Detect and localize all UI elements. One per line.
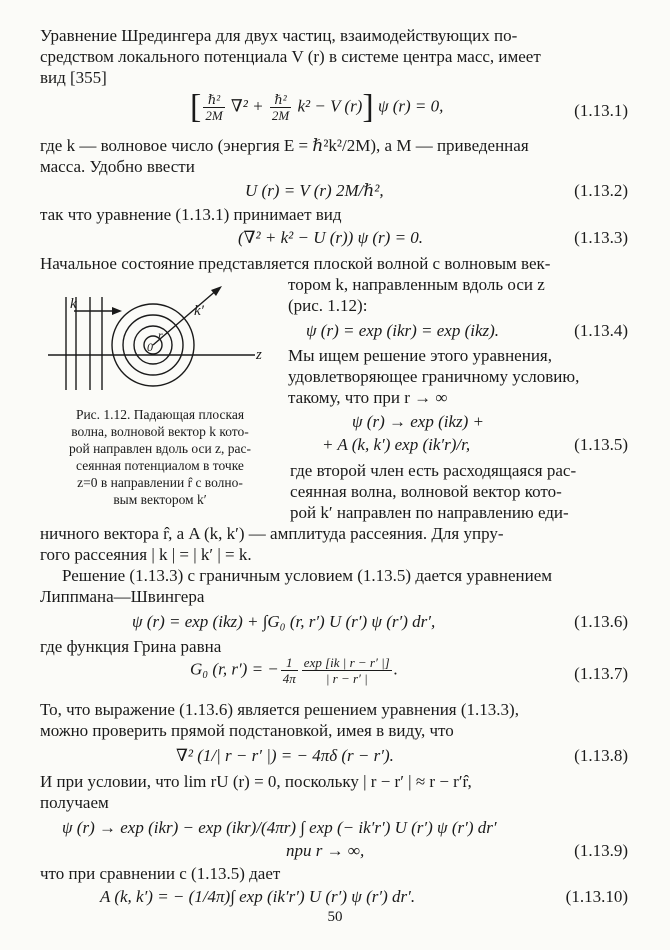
- text-line: Уравнение Шредингера для двух частиц, взаимодействующих по-: [40, 26, 518, 45]
- text-line: где k — волновое число (энергия E = ℏ²k²/2M), а M — приведенная: [40, 136, 529, 155]
- text-line: где второй член есть расходящаяся рас-: [290, 461, 577, 480]
- text-line: тором k, направленным вдоль оси z: [288, 275, 545, 294]
- text-line: ничного вектора r̂, а A (k, k′) — амплитуда рассеяния. Для упру-: [40, 524, 504, 543]
- equation-1-13-4: ψ (r) = exp (ikr) = exp (ikz).: [306, 321, 500, 340]
- text-line: масса. Удобно ввести: [40, 157, 195, 176]
- label-k-prime: k′: [194, 303, 204, 319]
- equation-1-13-6: ψ (r) = exp (ikz) + ∫G₀ (r, r′) U (r′) ψ (r′) dr′,: [132, 612, 436, 631]
- figure-caption-line: волна, волновой вектор k кото-: [71, 424, 249, 439]
- page-number: 50: [327, 909, 343, 925]
- text-line: что при сравнении с (1.13.5) дает: [40, 864, 281, 883]
- text-line: Начальное состояние представляется плоской волной с волновым век-: [40, 254, 551, 273]
- equation-1-13-9-line1: ψ (r) → exp (ikr) − exp (ikr)/(4πr) ∫ exp (− ik′r′) U (r′) ψ (r′) dr′: [62, 818, 497, 837]
- figure-caption-line: Рис. 1.12. Падающая плоская: [75, 407, 245, 422]
- figure-1-12: [40, 275, 280, 395]
- equation-1-13-1: [ $\frac{\text{ℏ²}}{2M}$ ∇² + $\frac{\text{ℏ²}}{2M}$ k² − V (r)] ψ (r) = 0,: [190, 88, 444, 126]
- equation-number: (1.13.9): [574, 841, 628, 860]
- text-line: получаем: [40, 793, 109, 812]
- text-line: Решение (1.13.3) с граничным условием (1.13.5) дается уравнением: [62, 566, 553, 585]
- text-line: рой k′ направлен по направлению еди-: [290, 503, 569, 522]
- equation-1-13-7: G₀ (r, r′) = − $\frac{1}{4\pi}$ $\frac{\exp [ik | r - r' |]}{| r - r' |}$ .: [190, 655, 398, 686]
- arrowhead-icon: [112, 307, 122, 315]
- equation-number: (1.13.5): [574, 435, 628, 454]
- text-line: такому, что при r → ∞: [288, 388, 448, 407]
- label-origin: 0: [147, 340, 153, 354]
- text-line: так что уравнение (1.13.1) принимает вид: [40, 205, 342, 224]
- text-line: Липпмана—Швингера: [40, 587, 205, 606]
- equation-1-13-9-line2: при r → ∞,: [286, 841, 365, 860]
- text-line: можно проверить прямой подстановкой, имея в виду, что: [40, 721, 454, 740]
- equation-number: (1.13.8): [574, 746, 628, 765]
- equation-number: (1.13.1): [574, 101, 628, 120]
- equation-1-13-5-line2: + A (k, k′) exp (ik′r)/r,: [322, 435, 471, 454]
- text-line: вид [355]: [40, 68, 107, 87]
- equation-number: (1.13.4): [574, 321, 628, 340]
- equation-1-13-10: A (k, k′) = − (1/4π)∫ exp (ik′r′) U (r′) ψ (r′) dr′.: [100, 887, 416, 906]
- equation-1-13-2: U (r) = V (r) 2M/ℏ²,: [245, 181, 384, 200]
- equation-number: (1.13.2): [574, 181, 628, 200]
- text-line: удовлетворяющее граничному условию,: [288, 367, 580, 386]
- text-line: средством локального потенциала V (r) в системе центра масс, имеет: [40, 47, 541, 66]
- equation-1-13-5-line1: ψ (r) → exp (ikz) +: [352, 412, 485, 431]
- equation-number: (1.13.10): [565, 887, 628, 906]
- equation-number: (1.13.7): [574, 664, 628, 683]
- figure-caption-line: рой направлен вдоль оси z, рас-: [68, 441, 252, 456]
- text-line: где функция Грина равна: [40, 637, 222, 656]
- text-line: (рис. 1.12):: [288, 296, 368, 315]
- equation-1-13-3: (∇² + k² − U (r)) ψ (r) = 0.: [238, 228, 424, 247]
- equation-number: (1.13.6): [574, 612, 628, 631]
- text-line: И при условии, что lim rU (r) = 0, поскольку | r − r′ | ≈ r − r′r̂,: [40, 772, 472, 791]
- figure-caption-line: вым вектором k′: [113, 492, 207, 507]
- label-k: k: [70, 296, 77, 312]
- text-line: То, что выражение (1.13.6) является решением уравнения (1.13.3),: [40, 700, 519, 719]
- figure-caption-line: z=0 в направлении r̂ с волно-: [77, 475, 243, 490]
- label-r: r: [158, 328, 163, 342]
- equation-number: (1.13.3): [574, 228, 628, 247]
- text-line: сеянная волна, волновой вектор кото-: [290, 482, 562, 501]
- equation-1-13-8: ∇² (1/| r − r′ |) = − 4πδ (r − r′).: [176, 746, 394, 765]
- label-z: z: [256, 347, 262, 363]
- text-line: Мы ищем решение этого уравнения,: [288, 346, 552, 365]
- text-line: гого рассеяния | k | = | k′ | = k.: [40, 545, 252, 564]
- figure-caption-line: сеянная потенциалом в точке: [76, 458, 244, 473]
